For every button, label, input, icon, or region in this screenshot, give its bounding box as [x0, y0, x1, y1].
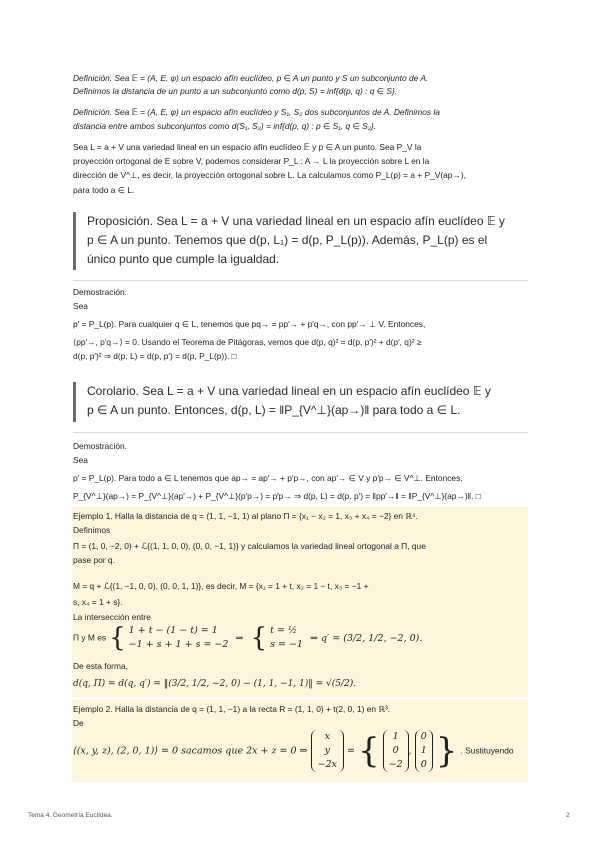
projection-paragraph-line-3: dirección de V^⊥, es decir, la proyección ortogonal sobre L. La calculamos como P_L(p) = a + P_V(ap→), — [73, 170, 466, 180]
example-1-projection-result: ⇒ q′ = (3/2, 1/2, −2, 0). — [310, 632, 423, 644]
example-2-equation-suffix: . Sustituyendo — [460, 745, 514, 756]
example-2-equation-prefix: ⟨(x, y, z), (2, 0, 1)⟩ = 0 sacamos que 2x + z = 0 ⇒ — [73, 745, 308, 757]
example-1-plane-line-1: Π = (1, 0, −2, 0) + ℒ{(1, 1, 0, 0), (0, 0, −1, 1)} y calculamos la variedad lineal ortogonal a Π, que — [73, 541, 426, 551]
example-1-distance: d(q, Π) = d(q, q′) = ‖(3/2, 1/2, −2, 0) − (1, 1, −1, 1)‖ = √(5/2). — [73, 679, 357, 689]
vector-entry: 0 — [392, 745, 399, 756]
left-brace: { — [357, 731, 380, 771]
vector-entry: 0 — [420, 731, 427, 742]
example-1-intersection: La intersección entre — [73, 612, 151, 622]
footer-chapter-title: Tema 4. Geometría Euclídea. — [28, 812, 113, 819]
proof-sea: Sea — [73, 455, 88, 465]
solution-row: t = ½ — [270, 625, 298, 636]
proof-sea: Sea — [73, 301, 88, 311]
proposition-line-2: p ∈ A un punto. Tenemos que d(p, L₁) = d(p, P_L(p)). Además, P_L(p) es el — [87, 233, 488, 247]
example-1-de-esta-forma: De esta forma, — [73, 661, 128, 671]
projection-paragraph-line-4: para todo a ∈ L. — [73, 185, 135, 195]
proposition-line-1: Proposición. Sea L = a + V una variedad lineal en un espacio afín euclídeo 𝔼 y — [87, 214, 505, 228]
proof-title: Demostración. — [73, 287, 127, 297]
definition-distance-point-set-line-2: Definimos la distancia de un punto a un subconjunto como d(p, S) = inf{d(p, q) : q ∈ S}. — [73, 86, 398, 96]
definition-distance-sets-line-1: Definición. Sea 𝔼 = (A, E, φ) un espacio afín euclídeo y S₁, S₂ dos subconjuntos de A. Definimos la — [73, 107, 440, 117]
projection-paragraph-line-2: proyección ortogonal de E sobre V, podemos considerar P_L : A → L la proyección sobre L en la — [73, 156, 430, 166]
system-row: 1 + t − (1 − t) = 1 — [128, 625, 218, 636]
example-1-system — [73, 624, 422, 652]
proof-2-line-2: P_{V^⊥}(ap→) = P_{V^⊥}(ap′→) + P_{V^⊥}(p′p→) = p′p→ ⇒ d(p, L) = d(p, p′) = ‖pp′→‖ = ‖P_{V^⊥}(ap→)‖. □ — [73, 491, 481, 501]
example-1-definimos: Definimos — [73, 525, 111, 535]
vector-entry: y — [324, 745, 330, 756]
implies-arrow: ⇒ — [235, 632, 244, 644]
example-1-system-rows — [129, 624, 229, 652]
proof-1-line-3: d(p, p′)² ⇒ d(p, L) = d(p, p′) = d(p, P_L(p)). □ — [73, 351, 237, 361]
vector-entry: 1 — [420, 745, 427, 756]
corollary-block — [73, 382, 542, 422]
vector-entry: 1 — [392, 731, 399, 742]
projection-paragraph-line-1: Sea L = a + V una variedad lineal en un espacio afín euclídeo 𝔼 y p ∈ A un punto. Sea P_V la — [73, 142, 422, 152]
definition-distance-sets-line-2: distancia entre ambos subconjuntos como d(S₁, S₂) = inf{d(p, q) : p ∈ S₁, q ∈ S₂}. — [73, 121, 377, 131]
equals-sign: = — [346, 745, 355, 757]
footer-page-number: 2 — [566, 812, 570, 819]
proposition-block — [73, 212, 542, 270]
example-2-de: De — [73, 718, 84, 728]
divider — [73, 280, 528, 281]
proof-1-line-1: p′ = P_L(p). Para cualquier q ∈ L, tenemos que pq→ = pp′→ + p′q→, con pp′→ ⊥ V. Entonces, — [73, 319, 426, 329]
left-brace: { — [109, 623, 126, 653]
vector-entry: −2 — [388, 759, 403, 770]
vector-entry: 0 — [420, 759, 427, 770]
vector-entry: −2x — [317, 759, 337, 770]
proposition-line-3: único punto que cumple la igualdad. — [87, 252, 280, 266]
example-1-orthogonal-line-1: M = q + ℒ{(1, −1, 0, 0), (0, 0, 1, 1)}, es decir, M = {x₁ = 1 + t, x₂ = 1 − t, x₃ = −1 + — [73, 581, 369, 591]
system-row: −1 + s + 1 + s = −2 — [128, 639, 229, 650]
proof-1-line-2: ⟨pp′→, p′q→⟩ = 0. Usando el Teorema de Pitágoras, vemos que d(p, q)² = d(p, p′)² + d(p′, q)² ≥ — [73, 337, 422, 347]
example-1-statement: Ejemplo 1. Halla la distancia de q = (1, 1, −1, 1) al plano Π = {x₁ − x₂ = 1, x₃ + x₄ = −2} en ℝ⁴. — [73, 511, 418, 521]
example-2-statement: Ejemplo 2. Halla la distancia de q = (1, 1, −1) a la recta R = (1, 1, 0) + t(2, 0, 1) en ℝ³. — [73, 704, 391, 714]
example-2-equation: ⟨(x, y, z), (2, 0, 1)⟩ = 0 sacamos que 2x + z = 0 ⇒ x y −2x = { 1 0 −2 , 0 1 0 } . Sustituyendo — [73, 731, 514, 771]
solution-row: s = −1 — [270, 639, 303, 650]
example-1-system-prefix: Π y M es — [73, 632, 107, 643]
definition-distance-point-set-line-1: Definición. Sea 𝔼 = (A, E, φ) un espacio afín euclídeo, p ∈ A un punto y S un subconjunto de A. — [73, 73, 429, 83]
example-1-orthogonal-line-2: s, x₄ = 1 + s}. — [73, 597, 123, 607]
corollary-line-2: p ∈ A un punto. Entonces, d(p, L) = ‖P_{V^⊥}(ap→)‖ para todo a ∈ L. — [87, 403, 461, 417]
basis-vector-2 — [415, 730, 433, 772]
basis-vector-1 — [383, 730, 409, 772]
proof-2-line-1: p′ = P_L(p). Para todo a ∈ L tenemos que ap→ = ap′→ + p′p→, con ap′→ ∈ V y p′p→ ∈ V^⊥. Entonces, — [73, 473, 463, 483]
example-1-solution-rows — [270, 624, 303, 652]
example-1-plane-line-2: pase por q. — [73, 555, 115, 565]
proof-title: Demostración. — [73, 441, 127, 451]
corollary-line-1: Corolario. Sea L = a + V una variedad lineal en un espacio afín euclídeo 𝔼 y — [87, 384, 491, 398]
divider — [73, 432, 528, 433]
vector-x-y — [311, 730, 344, 772]
right-brace: } — [435, 731, 458, 771]
vector-entry: x — [324, 731, 330, 742]
left-brace: { — [250, 623, 268, 653]
